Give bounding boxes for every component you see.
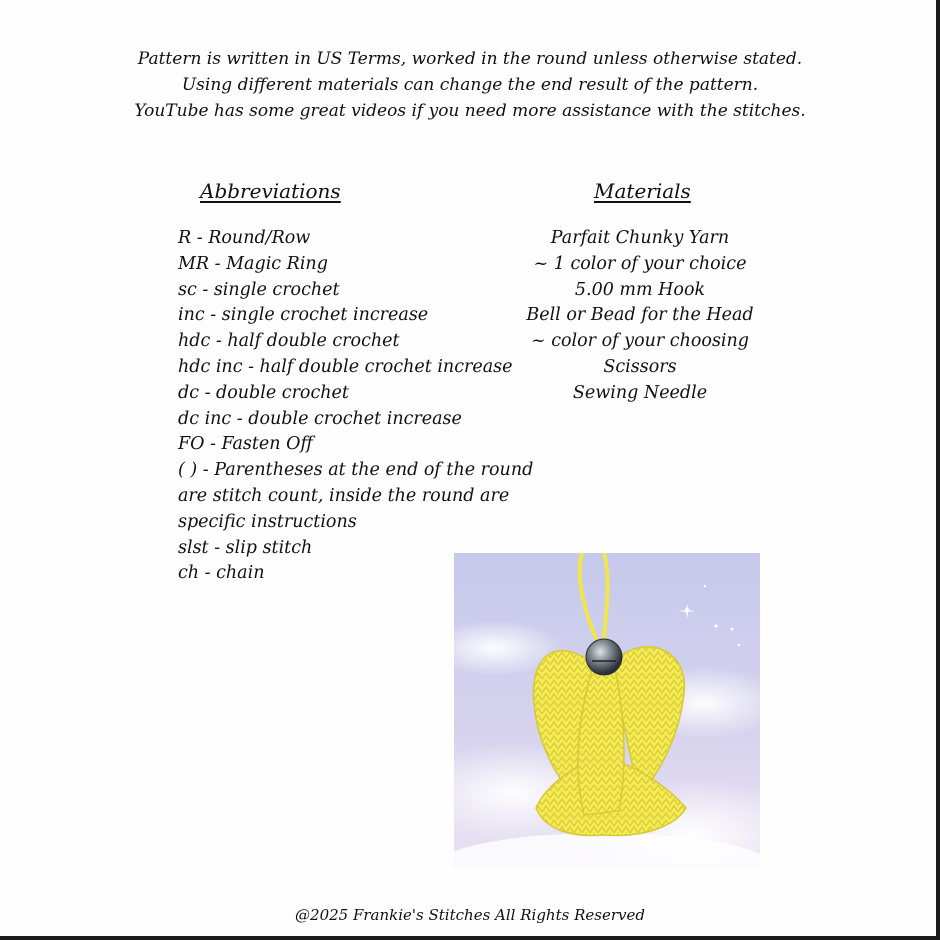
abbreviation-item: specific instructions (178, 511, 357, 532)
copyright-footer: @2025 Frankie's Stitches All Rights Reserved (295, 906, 645, 924)
material-item: Parfait Chunky Yarn (550, 228, 730, 248)
abbreviation-item: dc - double crochet (178, 382, 349, 403)
intro-line-3: YouTube has some great videos if you need more assistance with the stitches. (134, 101, 806, 121)
abbreviation-item: are stitch count, inside the round are (178, 485, 510, 506)
material-item: Sewing Needle (572, 382, 708, 403)
abbreviation-item: ch - chain (178, 563, 265, 584)
material-item: Bell or Bead for the Head (526, 305, 754, 326)
abbreviation-item: MR - Magic Ring (178, 253, 328, 274)
material-item: ~ 1 color of your choice (533, 253, 747, 274)
abbreviation-item: dc inc - double crochet increase (178, 408, 462, 429)
abbreviation-item: hdc - half double crochet (178, 331, 400, 352)
angel-photo (454, 553, 760, 869)
materials-heading: Materials (594, 179, 691, 203)
material-item: Scissors (603, 356, 677, 377)
material-item: 5.00 mm Hook (574, 279, 706, 300)
abbreviation-item: inc - single crochet increase (178, 305, 429, 326)
abbreviations-heading: Abbreviations (200, 179, 341, 203)
bell-head (586, 639, 622, 675)
abbreviations-list (178, 226, 533, 587)
abbreviation-item: sc - single crochet (178, 279, 340, 300)
intro-line-2: Using different materials can change the end result of the pattern. (181, 75, 759, 95)
abbreviation-item: hdc inc - half double crochet increase (178, 356, 513, 377)
abbreviation-item: FO - Fasten Off (178, 434, 313, 455)
materials-list (520, 226, 760, 407)
material-item: ~ color of your choosing (530, 331, 749, 352)
abbreviation-item: slst - slip stitch (178, 537, 313, 558)
abbreviation-item: ( ) - Parentheses at the end of the round (178, 460, 534, 481)
intro-line-1: Pattern is written in US Terms, worked in the round unless otherwise stated. (137, 49, 803, 69)
abbreviation-item: R - Round/Row (178, 228, 311, 248)
